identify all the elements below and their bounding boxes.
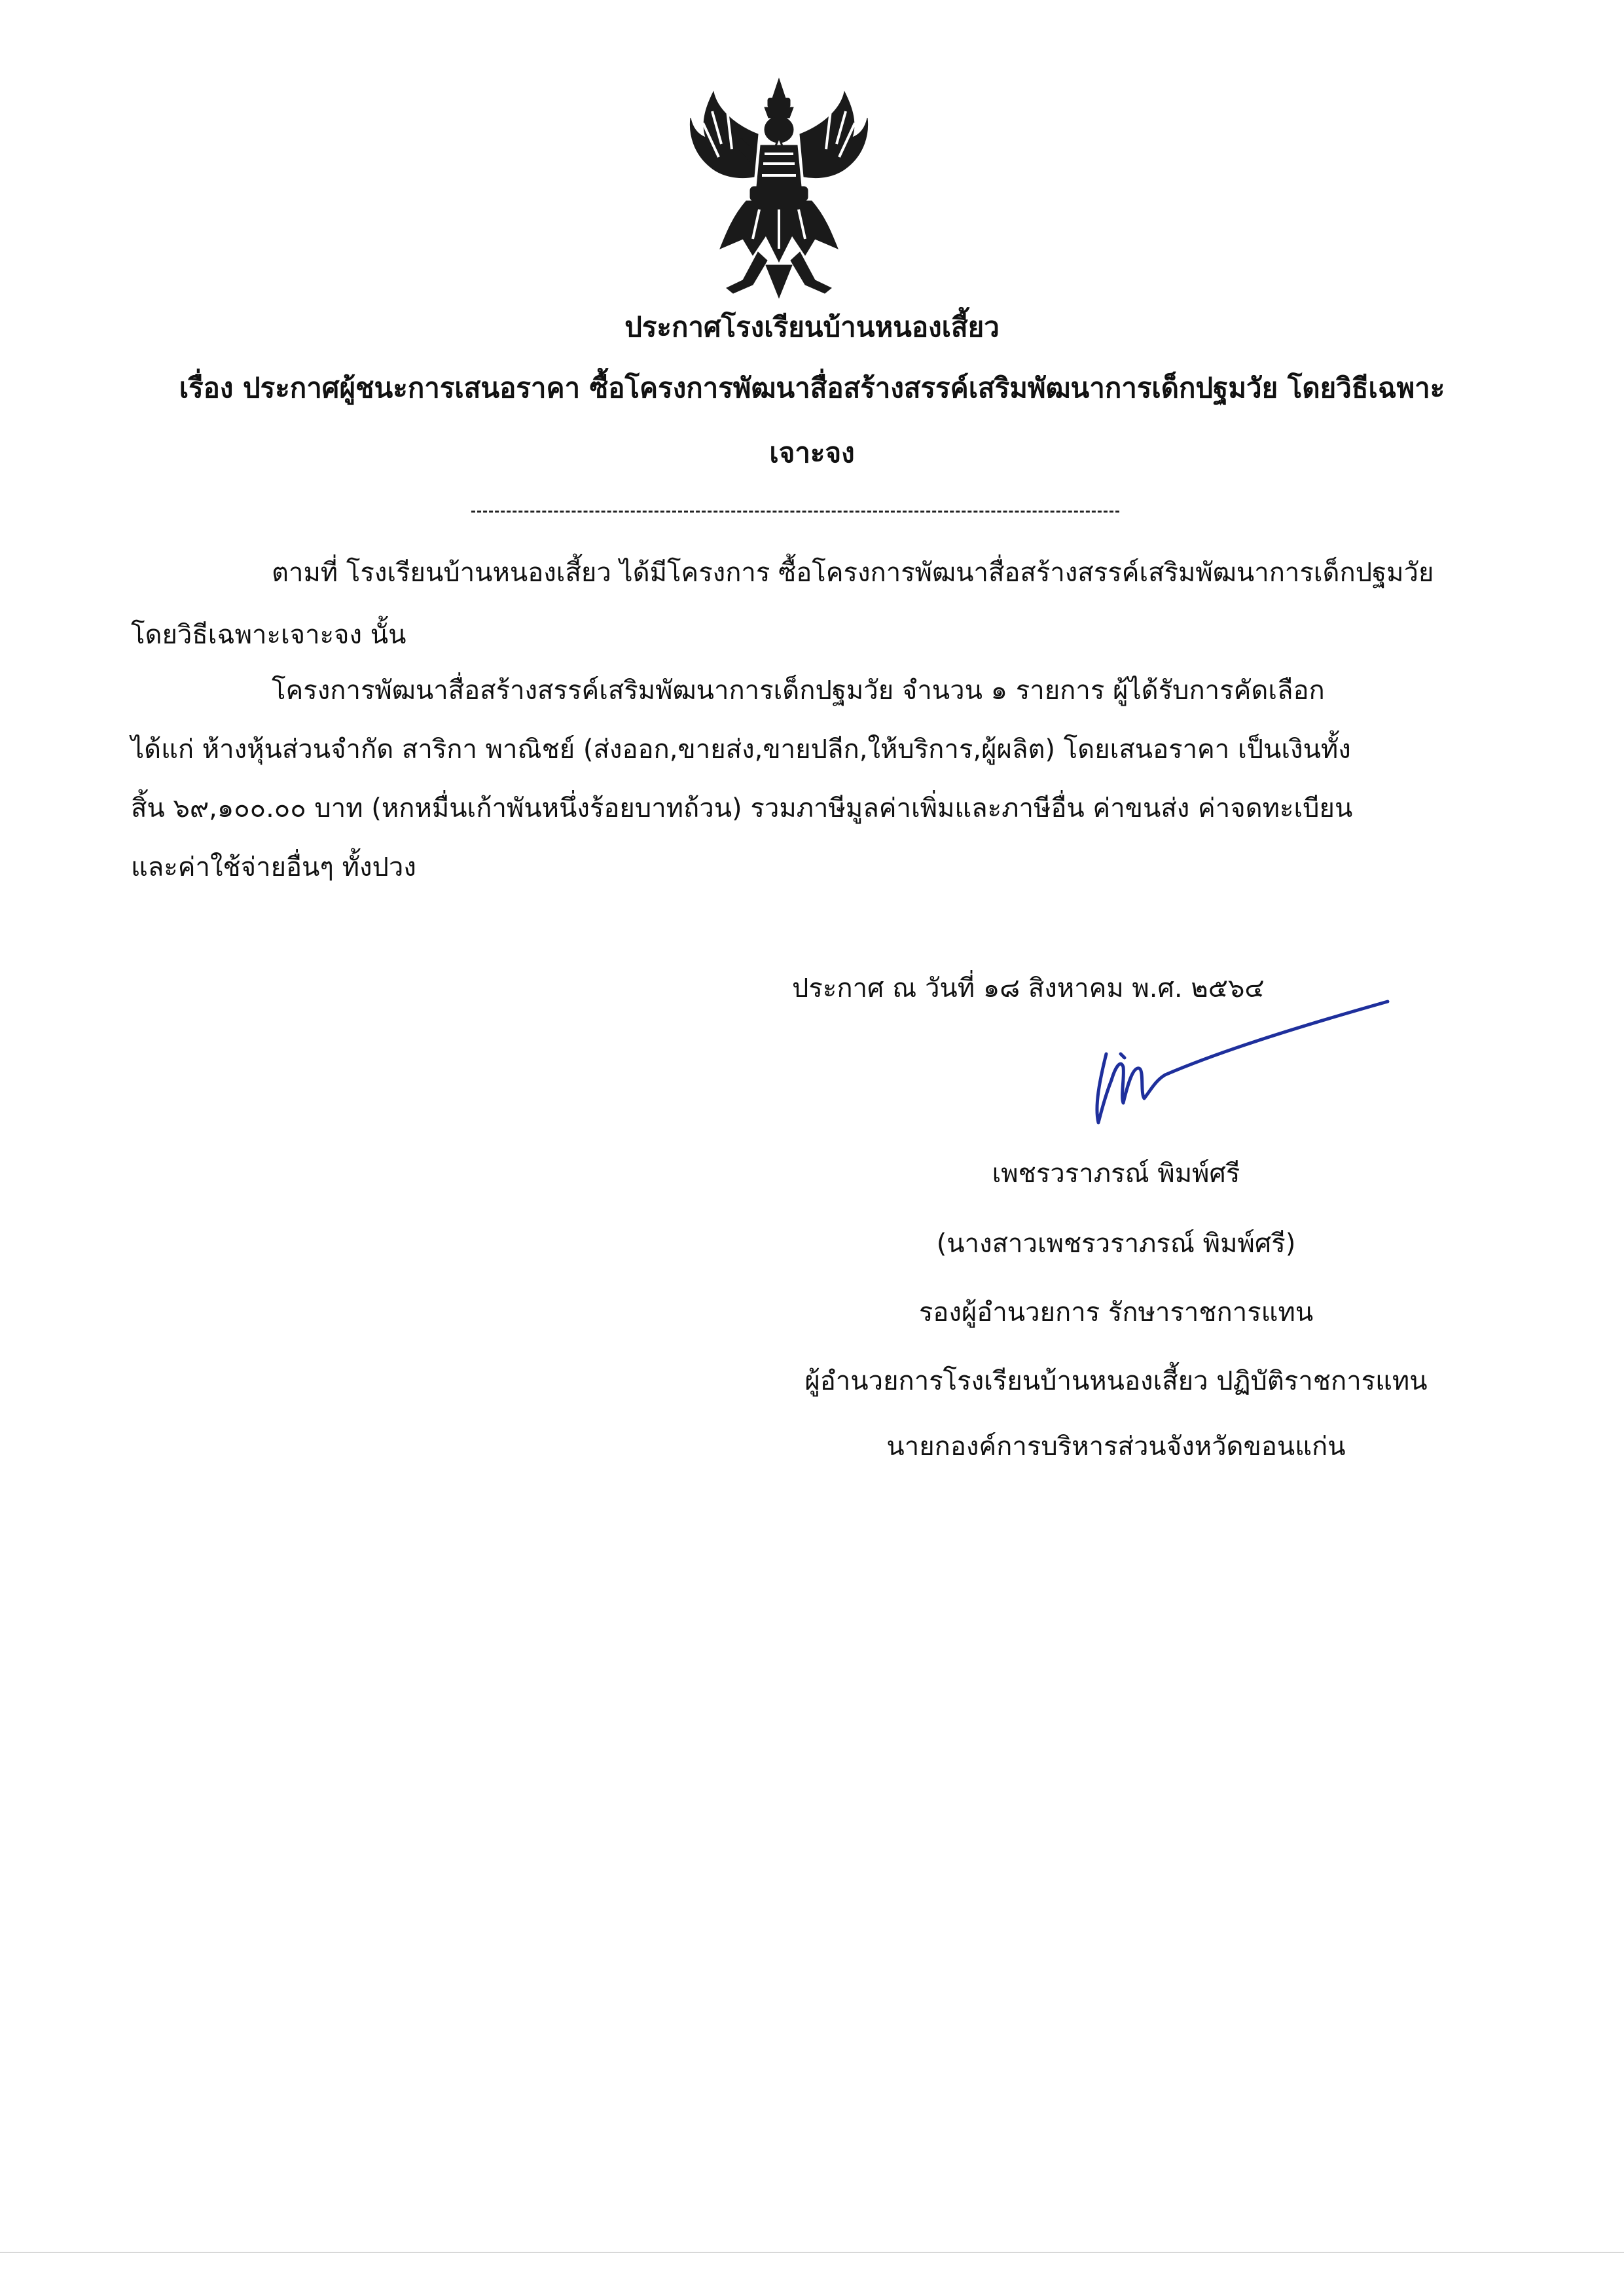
signer-position-3: นายกองค์การบริหารส่วนจังหวัดขอนแก่น [886, 1432, 1346, 1462]
garuda-emblem-icon [681, 72, 877, 301]
handwritten-signature [1060, 982, 1401, 1139]
announcement-title: ประกาศโรงเรียนบ้านหนองเสี้ยว [624, 311, 1000, 343]
paragraph-1-line-1: ตามที่ โรงเรียนบ้านหนองเสี้ยว ได้มีโครงการ ซื้อโครงการพัฒนาสื่อสร้างสรรค์เสริมพัฒนาการเด็กปฐมวัย [272, 558, 1434, 588]
paragraph-2-line-1: โครงการพัฒนาสื่อสร้างสรรค์เสริมพัฒนาการเด็กปฐมวัย จำนวน ๑ รายการ ผู้ได้รับการคัดเลือก [272, 676, 1325, 706]
paragraph-2-line-3: สิ้น ๖๙,๑๐๐.๐๐ บาท (หกหมื่นเก้าพันหนึ่งร้อยบาทถ้วน) รวมภาษีมูลค่าเพิ่มและภาษีอื่น ค่าขนส่ง ค่าจดทะเบียน [131, 793, 1353, 823]
paragraph-2-line-2: ได้แก่ ห้างหุ้นส่วนจำกัด สาริกา พาณิชย์ (ส่งออก,ขายส่ง,ขายปลีก,ให้บริการ,ผู้ผลิต) โดยเสนอราคา เป็นเงินทั้ง [131, 734, 1351, 765]
separator-line [471, 511, 1119, 513]
paragraph-2-line-4: และค่าใช้จ่ายอื่นๆ ทั้งปวง [131, 852, 416, 882]
subject-line-continued: เจาะจง [769, 437, 855, 469]
signer-name: เพชรวราภรณ์ พิมพ์ศรี [992, 1159, 1240, 1189]
signer-position-1: รองผู้อำนวยการ รักษาราชการแทน [918, 1297, 1314, 1328]
signer-full-name: (นางสาวเพชรวราภรณ์ พิมพ์ศรี) [936, 1229, 1296, 1259]
scan-edge-line [0, 2252, 1624, 2253]
announcement-date: ประกาศ ณ วันที่ ๑๘ สิงหาคม พ.ศ. ๒๕๖๔ [792, 973, 1265, 1003]
paragraph-1-line-2: โดยวิธีเฉพาะเจาะจง นั้น [131, 620, 406, 650]
subject-line: เรื่อง ประกาศผู้ชนะการเสนอราคา ซื้อโครงการพัฒนาสื่อสร้างสรรค์เสริมพัฒนาการเด็กปฐมวัย โดยวิธีเฉพาะ [179, 372, 1445, 404]
signer-position-2: ผู้อำนวยการโรงเรียนบ้านหนองเสี้ยว ปฏิบัติราชการแทน [804, 1366, 1428, 1396]
